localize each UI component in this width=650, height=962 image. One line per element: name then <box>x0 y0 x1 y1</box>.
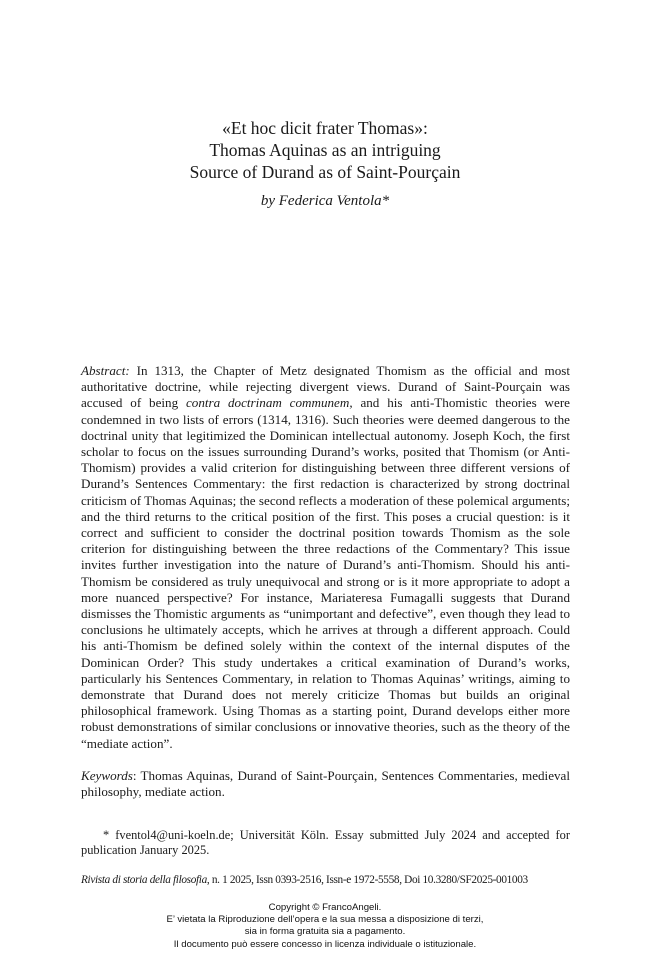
abstract-text-1: In 1313, the Chapter of Metz designated Thomism as the official and most authoritative doctrine, while rejecting divergent views. Durand of Saint-Pourçain was accused of being <box>81 363 570 411</box>
author-footnote <box>81 828 570 858</box>
keywords <box>81 768 570 800</box>
abstract-label: Abstract: <box>81 363 130 378</box>
journal-name: Rivista di storia della filosofia <box>81 874 207 886</box>
footnote-marker: * <box>103 828 116 842</box>
copyright-line-2: E’ vietata la Riproduzione dell’opera e la sua messa a disposizione di terzi, <box>166 914 484 926</box>
author-email-link[interactable]: fventol4@uni-koeln.de <box>115 828 231 842</box>
article-title <box>0 117 650 183</box>
title-line-1: «Et hoc dicit frater Thomas»: <box>222 118 428 138</box>
title-line-2: Thomas Aquinas as an intriguing <box>209 140 441 160</box>
abstract-text-2: and his anti-Thomistic theories were condemned in two lists of errors (1314, 1316). Such theories were deemed dangerous to the doctrinal unity that legitimized the Dominican intellectual autonomy. Joseph Koch, the first scholar to focus on the issues surrounding Durand’s works, posited that Thomism (or Anti-Thomism) provides a valid criterion for distinguishing between three different versions of Durand’s Sentences Commentary: the first redaction is characterized by strong doctrinal criticism of Thomas Aquinas; the second reflects a moderation of these polemical arguments; and the third returns to the critical position of the first. This poses a crucial question: is it correct and sufficient to consider the doctrinal position towards Thomism as the sole criterion for distinguishing between the three redactions of the Commentary? This issue invites further investigation into the nature of Durand’s anti-Thomism. Should his anti-Thomism be considered as truly unequivocal and strong or is it more appropriate to adopt a more nuanced perspective? For instance, Mariateresa Fumagalli suggests that Durand dismisses the Thomistic arguments as “unimportant and defective”, even though they lead to conclusions he ultimately accepts, which he arrives at through a different approach. Could his anti-Thomism be defined solely within the context of the internal disputes of the Dominican Order? This study undertakes a critical examination of Durand’s works, particularly his Sentences Commentary, in relation to Thomas Aquinas’ writings, aiming to demonstrate that Durand does not merely criticize Thomas but builds an original philosophical framework. Using Thomas as a starting point, Durand develops either more robust demonstrations of similar conclusions or innovative theories, such as the theory of the “mediate action”. <box>81 395 570 751</box>
copyright-notice <box>0 902 650 951</box>
copyright-line-1: Copyright © FrancoAngeli. <box>268 902 382 913</box>
copyright-line-3: sia in forma gratuita sia a pagamento. <box>244 926 406 938</box>
copyright-line-4: Il documento può essere concesso in licenza individuale o istituzionale. <box>173 938 477 950</box>
journal-citation <box>81 874 581 886</box>
abstract <box>81 363 570 752</box>
title-line-3: Source of Durand as of Saint-Pourçain <box>189 162 461 182</box>
keywords-text: : Thomas Aquinas, Durand of Saint-Pourçain, Sentences Commentaries, medieval philosophy, mediate action. <box>81 768 570 800</box>
keywords-label: Keywords <box>81 768 133 783</box>
citation-details: , n. 1 2025, Issn 0393-2516, Issn-e 1972-5558, Doi 10.3280/SF2025-001003 <box>206 874 528 886</box>
abstract-italic-phrase: contra doctrinam communem, <box>185 395 353 411</box>
footnote-text: ; Universität Köln. Essay submitted July 2024 and accepted for publication January 2025. <box>81 828 570 857</box>
author-byline: by Federica Ventola* <box>260 193 390 209</box>
